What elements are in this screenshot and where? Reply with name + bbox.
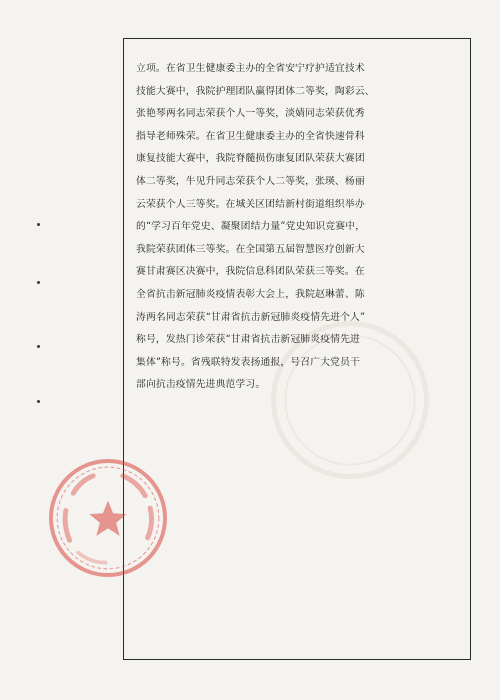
- text-line: 体二等奖，牛见升同志荣获个人二等奖，张瑛、杨丽: [136, 175, 365, 187]
- text-line: 技能大赛中，我院护理团队赢得团体二等奖，陶彩云、: [136, 85, 375, 97]
- text-line: 康复技能大赛中，我院脊髓损伤康复团队荣获大赛团: [136, 153, 365, 165]
- official-seal: [46, 456, 170, 580]
- text-line: 云荣获个人三等奖。在城关区团结新村街道组织举办: [136, 198, 365, 210]
- text-line: 全省抗击新冠肺炎疫情表彰大会上，我院赵琳蕾、陈: [136, 288, 365, 300]
- text-line: 赛甘肃赛区决赛中，我院信息科团队荣获三等奖。在: [136, 266, 365, 278]
- binding-hole-mark: [37, 400, 40, 403]
- text-line: 称号，发热门诊荣获“甘肃省抗击新冠肺炎疫情先进: [136, 334, 360, 346]
- text-line: 指导老师殊荣。在省卫生健康委主办的全省快速骨科: [136, 130, 365, 142]
- text-line: 的“学习百年党史、凝聚团结力量”党史知识竞赛中，: [136, 221, 366, 233]
- star-icon: [89, 501, 126, 536]
- document-body: [136, 58, 464, 397]
- text-line: 我院荣获团体三等奖。在全国第五届智慧医疗创新大: [136, 243, 365, 255]
- binding-hole-mark: [37, 345, 40, 348]
- binding-hole-mark: [37, 281, 40, 284]
- text-line: 张艳琴两名同志荣获个人一等奖，淡婧同志荣获优秀: [136, 108, 365, 120]
- text-line: 立项。在省卫生健康委主办的全省安宁疗护适宜技术: [136, 63, 365, 74]
- text-line: 集体”称号。省残联特发表扬通报，号召广大党员干: [136, 356, 360, 368]
- text-line: 部向抗击疫情先进典范学习。: [136, 379, 266, 391]
- binding-hole-mark: [37, 223, 40, 226]
- text-line: 涛两名同志荣获“甘肃省抗击新冠肺炎疫情先进个人”: [136, 311, 366, 323]
